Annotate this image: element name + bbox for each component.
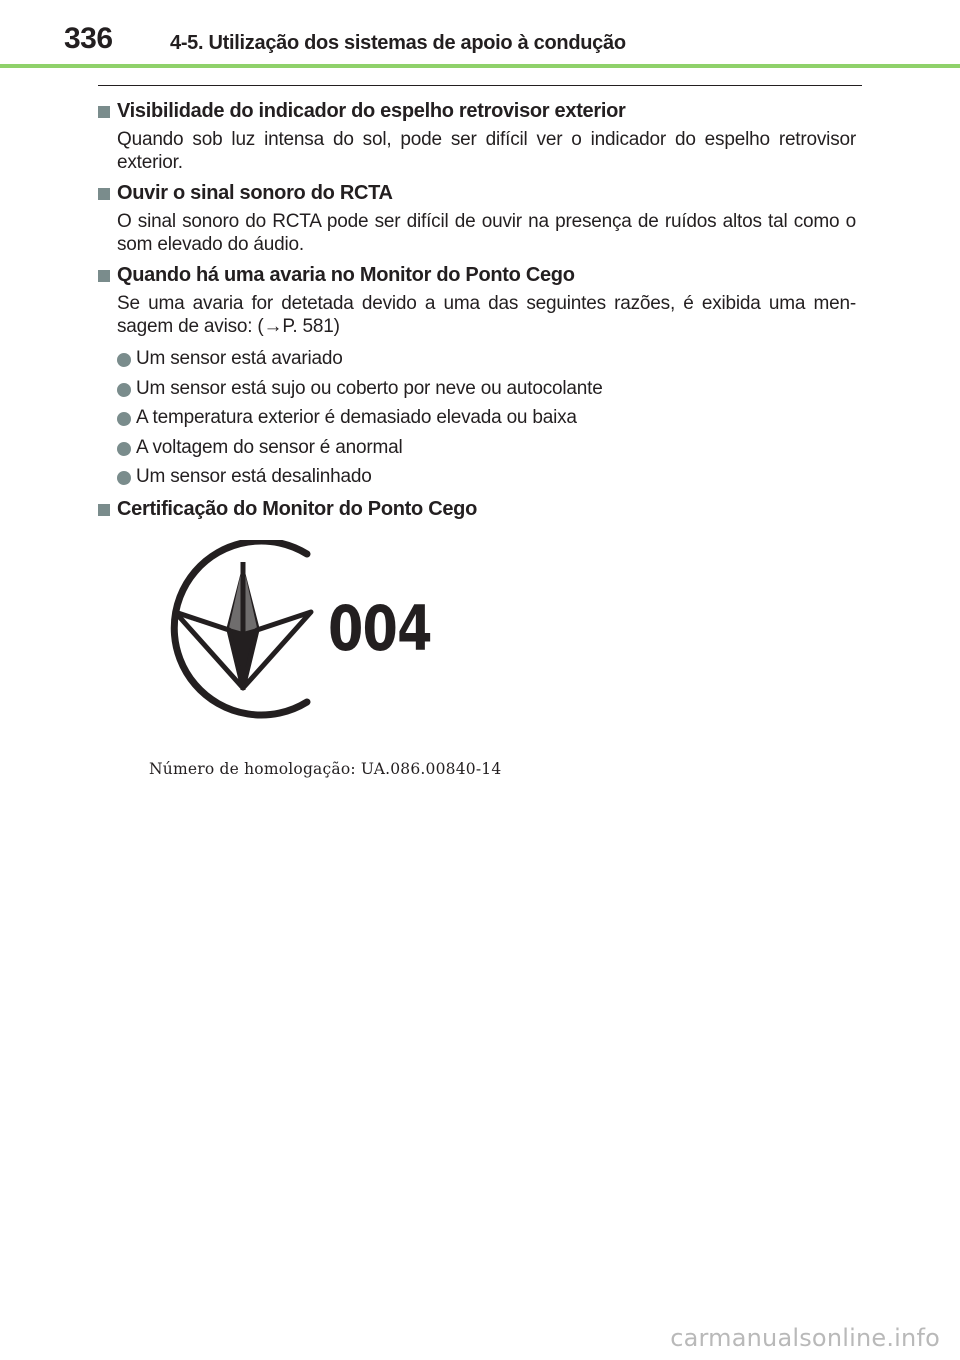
list-item (117, 374, 856, 404)
list-item-text: Um sensor está sujo ou coberto por neve ou autocolante (136, 377, 603, 399)
page-number: 336 (64, 22, 113, 55)
approval-number: Número de homologação: UA.086.00840-14 (149, 760, 502, 778)
section-malfunction (98, 262, 856, 492)
header-divider (0, 64, 960, 68)
chapter-title: 4-5. Utilização dos sistemas de apoio à condução (170, 32, 626, 54)
content-divider (98, 85, 862, 86)
dot-icon (117, 412, 131, 426)
section-heading (98, 262, 856, 288)
list-item (117, 433, 856, 463)
section-rcta-sound (98, 180, 856, 256)
list-item-text: A voltagem do sensor é anormal (136, 436, 403, 458)
square-icon (98, 270, 110, 282)
section-heading-text: Visibilidade do indicador do espelho retrovisor exterior (117, 100, 626, 122)
list-item-text: A temperatura exterior é demasiado elevada ou baixa (136, 407, 577, 428)
section-mirror-indicator (98, 98, 856, 174)
square-icon (98, 188, 110, 200)
dot-icon (117, 353, 131, 367)
section-heading (98, 98, 856, 124)
section-certification (98, 496, 856, 522)
page-header (0, 0, 960, 68)
dot-icon (117, 442, 131, 456)
section-heading (98, 496, 856, 522)
malfunction-reasons-list (117, 344, 856, 492)
watermark: carmanualsonline.info (670, 1324, 940, 1352)
section-heading-text: Ouvir o sinal sonoro do RCTA (117, 182, 393, 204)
section-heading-text: Certificação do Monitor do Ponto Cego (117, 497, 478, 520)
certification-mark-number: 004 (328, 592, 432, 665)
section-heading-text: Quando há uma avaria no Monitor do Ponto Cego (117, 264, 575, 286)
section-body: Quando sob luz intensa do sol, pode ser difícil ver o indicador do espelho retrovisor exterior. (117, 129, 856, 173)
section-heading (98, 180, 856, 206)
list-item (117, 462, 856, 492)
section-body: Se uma avaria for detetada devido a uma das seguintes razões, é exibida uma men-sagem de aviso: (→P. 581) (117, 293, 856, 337)
page-content (98, 98, 856, 522)
list-item-text: Um sensor está desalinhado (136, 466, 372, 487)
list-item (117, 344, 856, 374)
list-item (117, 403, 856, 433)
list-item-text: Um sensor está avariado (136, 348, 343, 369)
square-icon (98, 504, 110, 516)
section-body: O sinal sonoro do RCTA pode ser difícil de ouvir na presença de ruídos altos tal como o som elevado do áudio. (117, 211, 856, 255)
dot-icon (117, 471, 131, 485)
dot-icon (117, 383, 131, 397)
square-icon (98, 106, 110, 118)
